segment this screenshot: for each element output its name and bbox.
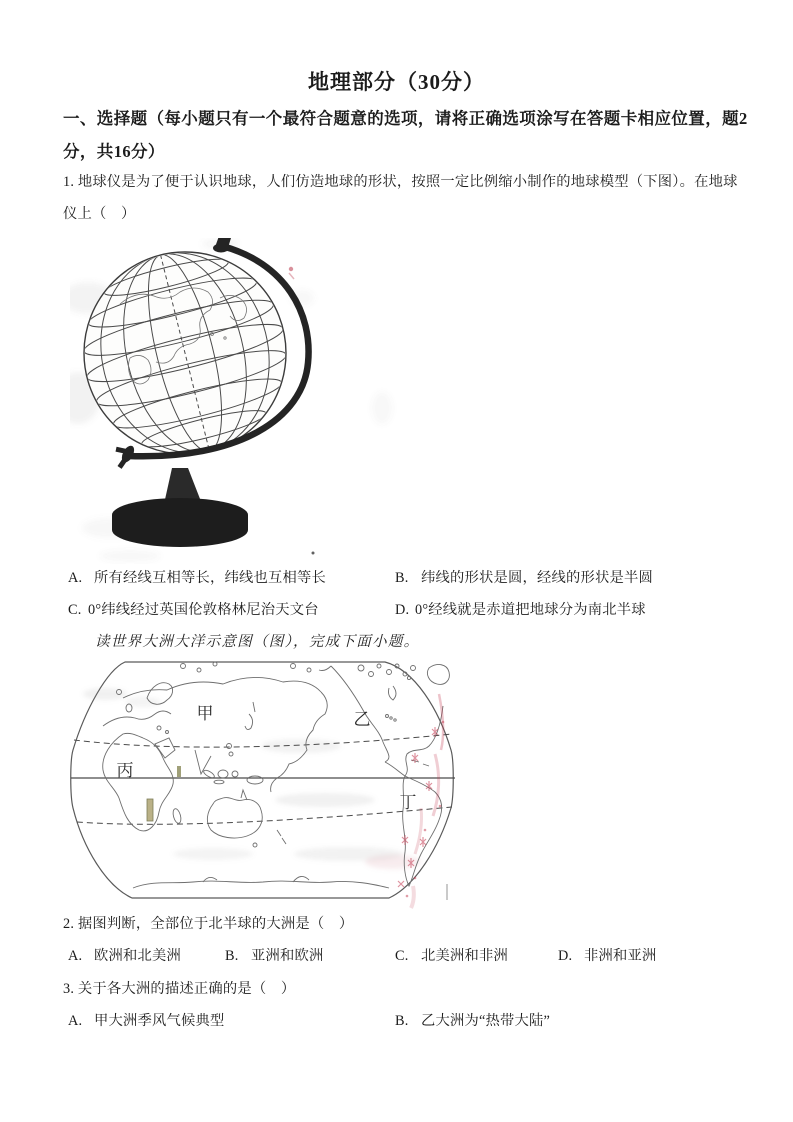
q1-option-d	[395, 599, 646, 619]
stray-dot	[312, 552, 315, 555]
q3-option-a-text: 甲大洲季风气候典型	[94, 1013, 225, 1029]
q2-option-c	[395, 945, 508, 965]
red-scan-mark	[289, 267, 294, 279]
q1-option-b-label: B.	[395, 570, 409, 586]
q2-option-d-text: 非洲和亚洲	[584, 948, 657, 964]
q2-option-a-text: 欧洲和北美洲	[94, 948, 181, 964]
q1-option-b-text: 纬线的形状是圆，经线的形状是半圆	[421, 570, 653, 586]
q3-option-a-label: A.	[68, 1013, 83, 1029]
q3-option-b	[395, 1010, 550, 1030]
q1-option-c-text: 0°纬线经过英国伦敦格林尼治天文台	[88, 602, 319, 618]
q3-option-a	[68, 1010, 224, 1030]
q1-text-line-2: 仪上（ ）	[63, 206, 136, 222]
q1-option-a-text: 所有经线互相等长，纬线也互相等长	[94, 570, 326, 586]
q1-option-a	[68, 567, 326, 587]
q2-option-a	[68, 945, 181, 965]
q1-option-a-label: A.	[68, 570, 83, 586]
q2-option-b-label: B.	[225, 948, 239, 964]
q2-option-d	[558, 945, 656, 965]
q3-option-b-text: 乙大洲为“热带大陆”	[421, 1013, 551, 1029]
q3-text: 3. 关于各大洲的描述正确的是（ ）	[63, 981, 296, 997]
section-heading-line-1: 一、选择题（每小题只有一个最符合题意的选项，请将正确选项涂写在答题卡相应位置，题2	[63, 109, 748, 128]
q1-option-b	[395, 567, 653, 587]
q2-option-b-text: 亚洲和欧洲	[251, 948, 324, 964]
globe-figure	[70, 238, 410, 564]
q2-option-d-label: D.	[558, 948, 573, 964]
q2-option-c-label: C.	[395, 948, 409, 964]
q1-option-c	[68, 599, 319, 619]
map-label-yi: 乙	[353, 710, 371, 729]
q1-option-d-label: D.	[395, 602, 410, 618]
q2-text: 2. 据图判断，全部位于北半球的大洲是（ ）	[63, 916, 354, 932]
map-label-jia: 甲	[196, 704, 214, 723]
q2-option-a-label: A.	[68, 948, 83, 964]
map-label-ding: 丁	[399, 793, 417, 812]
map-intro: 读世界大洲大洋示意图（图），完成下面小题。	[95, 634, 420, 650]
q2-option-c-text: 北美洲和非洲	[421, 948, 508, 964]
q3-option-b-label: B.	[395, 1013, 409, 1029]
map-label-bing: 丙	[116, 761, 134, 780]
world-map-figure	[63, 658, 463, 910]
section-heading-line-2: 分，共16分）	[63, 142, 165, 161]
q1-text-line-1: 1. 地球仪是为了便于认识地球，人们仿造地球的形状，按照一定比例缩小制作的地球模型（下图）。在地球	[63, 174, 738, 190]
q1-option-c-label: C.	[68, 602, 82, 618]
globe-base	[112, 498, 248, 547]
q1-option-d-text: 0°经线就是赤道把地球分为南北半球	[415, 602, 646, 618]
page-title: 地理部分（30分）	[308, 70, 485, 94]
q2-option-b	[225, 945, 323, 965]
